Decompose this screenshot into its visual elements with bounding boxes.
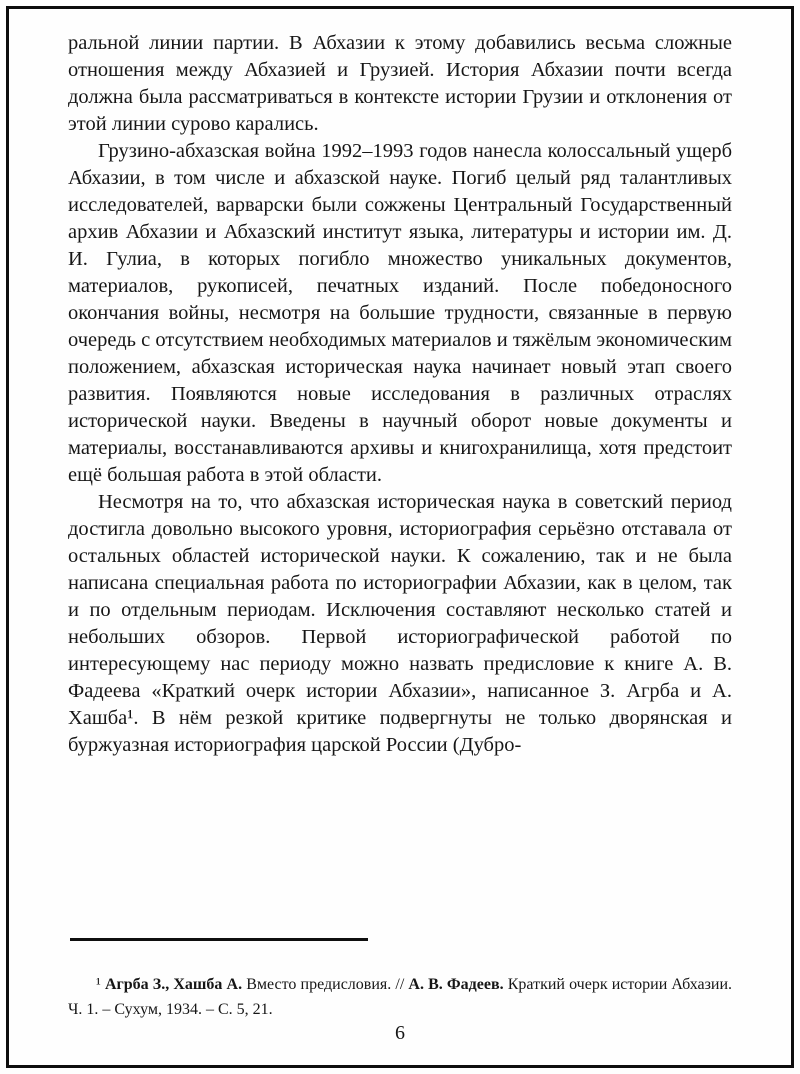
footnote-editor: А. В. Фадеев. (408, 976, 504, 993)
page-number: 6 (395, 1022, 405, 1044)
footnote-authors: Агрба З., Хашба А. (104, 976, 243, 993)
footnote-marker: ¹ (96, 976, 105, 993)
body-paragraph-historiography: Несмотря на то, что абхазская историческая наука в советский период достигла довольно высокого уровня, историография серьёзно отставала от остальных областей исторической науки. К сожалению, так и не была написана специальная работа по историографии Абхазии, как в целом, так и по отдельным периодам. Исключения составляют несколько статей и небольших обзоров. Первой историографической работой по интересующему нас периоду можно назвать предисловие к книге А. В. Фадеева «Краткий очерк истории Абхазии», написанное З. Агрба и А. Хашба¹. В нём резкой критике подвергнуты не только дворянская и буржуазная историография царской России (Дубро- (68, 491, 732, 756)
footnote (68, 972, 732, 1022)
footnote-tail-text: Краткий очерк истории Абхазии. Ч. 1. – Сухум, 1934. – С. 5, 21. (68, 976, 733, 1018)
body-paragraph-war: Грузино-абхазская война 1992–1993 годов нанесла колоссальный ущерб Абхазии, в том числе и абхазской науке. Погиб целый ряд талантливых исследователей, варварски были сожжены Центральный Государственный архив Абхазии и Абхазский институт языка, литературы и истории им. Д. И. Гулиа, в которых погибло множество уникальных документов, материалов, рукописей, печатных изданий. После победоносного окончания войны, несмотря на большие трудности, связанные в первую очередь с отсутствием необходимых материалов и тяжёлым экономическим положением, абхазская историческая наука начинает новый этап своего развития. Появляются новые исследования в различных отраслях исторической науки. Введены в научный оборот новые документы и материалы, восстанавливаются архивы и книгохранилища, хотя предстоит ещё большая работа в этой области. (68, 140, 732, 486)
page-body-text (68, 30, 732, 759)
footnote-middle-text: Вместо предисловия. // (242, 976, 409, 993)
footnote-separator (70, 938, 368, 941)
body-paragraph-continuation: ральной линии партии. В Абхазии к этому добавились весьма сложные отношения между Абхазией и Грузией. История Абхазии почти всегда должна была рассматриваться в контексте истории Грузии и отклонения от этой линии сурово карались. (68, 32, 732, 135)
